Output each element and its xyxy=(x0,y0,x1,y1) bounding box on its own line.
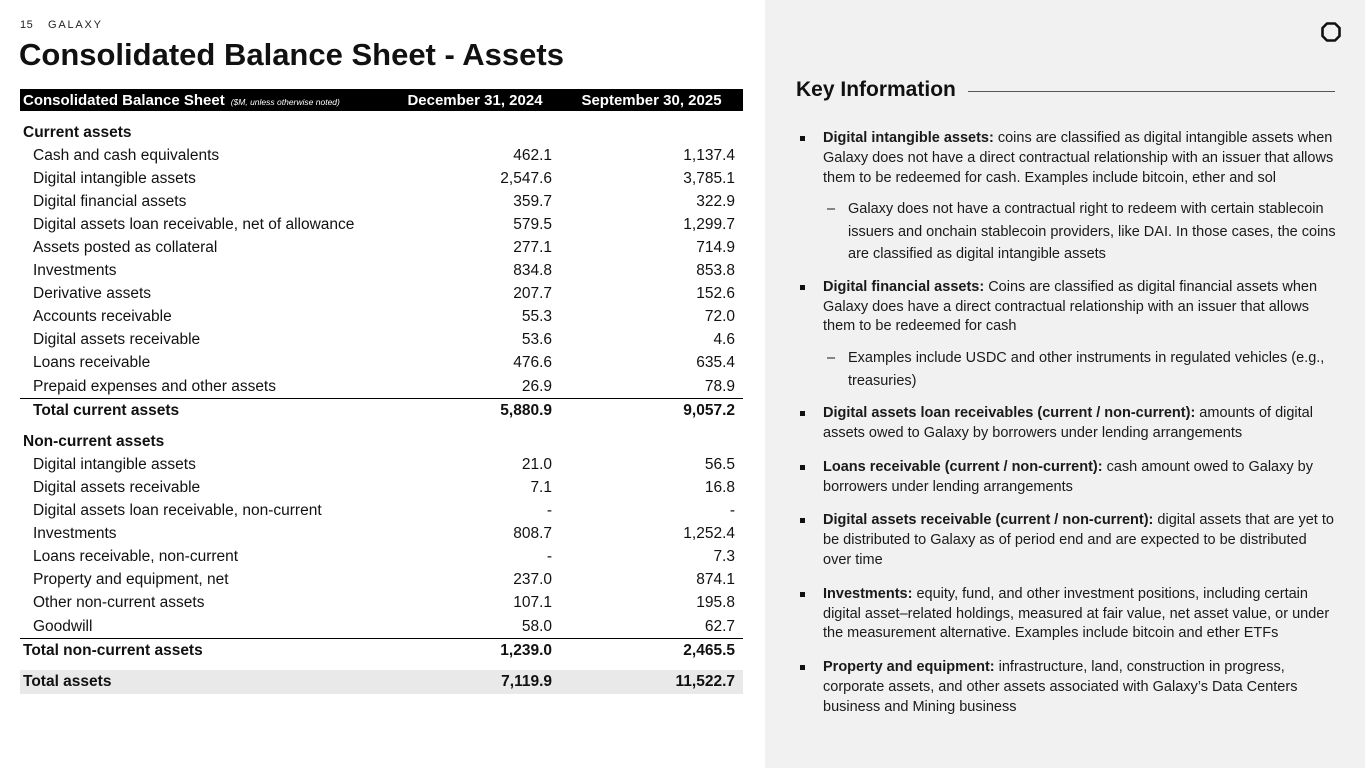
key-information-list xyxy=(797,129,1337,732)
total-current-assets-row: Total current assets 5,880.9 9,057.2 xyxy=(20,399,743,423)
bullet-icon xyxy=(800,411,805,416)
bullet-icon xyxy=(800,136,805,141)
list-item: Digital assets receivable (current / non-current): digital assets that are yet to be distributed to Galaxy as of period end and are expected to be distributed over time xyxy=(797,511,1337,570)
table-row: Digital intangible assets 2,547.6 3,785.1 xyxy=(33,169,735,187)
table-row: Goodwill 58.0 62.7 xyxy=(33,617,735,635)
sub-list-item: – Examples include USDC and other instruments in regulated vehicles (e.g., treasuries) xyxy=(797,347,1337,392)
sub-list-item: – Galaxy does not have a contractual right to redeem with certain stablecoin issuers and onchain stablecoin providers, like DAI. In those cases, the coins are classified as digital intangible assets xyxy=(797,198,1337,266)
column-header-sep-2025: September 30, 2025 xyxy=(560,89,743,111)
heading-divider xyxy=(968,91,1335,92)
list-item: Digital financial assets: Coins are classified as digital financial assets when Galaxy does have a direct contractual relationship with an issuer that allows them to be redeemed for cash xyxy=(797,278,1337,337)
list-item: Property and equipment: infrastructure, land, construction in progress, corporate assets, and other assets associated with Galaxy’s Data Centers business and Mining business xyxy=(797,658,1337,717)
key-information-heading: Key Information xyxy=(796,78,956,101)
table-row: Assets posted as collateral 277.1 714.9 xyxy=(33,239,735,257)
table-row: Prepaid expenses and other assets 26.9 78.9 xyxy=(33,377,735,395)
table-row: Investments 834.8 853.8 xyxy=(33,262,735,280)
table-row: Derivative assets 207.7 152.6 xyxy=(33,285,735,303)
table-row: Loans receivable 476.6 635.4 xyxy=(33,354,735,372)
bullet-icon xyxy=(800,285,805,290)
total-assets-row: Total assets 7,119.9 11,522.7 xyxy=(20,670,743,694)
brand-name: GALAXY xyxy=(48,19,103,31)
table-row: Digital assets receivable 7.1 16.8 xyxy=(33,478,735,496)
table-row: Digital assets loan receivable, non-current - - xyxy=(33,502,735,520)
table-header-note: ($M, unless otherwise noted) xyxy=(230,96,340,107)
dash-icon: – xyxy=(827,350,836,367)
table-row: Digital assets receivable 53.6 4.6 xyxy=(33,331,735,349)
table-header-row xyxy=(20,89,743,111)
table-row: Loans receivable, non-current - 7.3 xyxy=(33,548,735,566)
table-header-label: Consolidated Balance Sheet ($M, unless otherwise noted) xyxy=(20,89,390,111)
bullet-icon xyxy=(800,592,805,597)
dash-icon: – xyxy=(827,201,836,218)
table-row: Digital financial assets 359.7 322.9 xyxy=(33,192,735,210)
balance-sheet-table xyxy=(20,89,743,694)
table-row: Digital intangible assets 21.0 56.5 xyxy=(33,455,735,473)
list-item: Digital assets loan receivables (current / non-current): amounts of digital assets owed to Galaxy by borrowers under lending arrangements xyxy=(797,404,1337,444)
table-row: Digital assets loan receivable, net of allowance 579.5 1,299.7 xyxy=(33,215,735,233)
galaxy-logo-icon xyxy=(1321,22,1341,42)
bullet-icon xyxy=(800,518,805,523)
table-row: Property and equipment, net 237.0 874.1 xyxy=(33,571,735,589)
page-number: 15 xyxy=(20,19,34,31)
list-item: Investments: equity, fund, and other investment positions, including certain digital asset–related holdings, measured at fair value, net asset value, or under the measurement alternative. Examples include bitcoin and ether ETFs xyxy=(797,585,1337,644)
column-header-dec-2024: December 31, 2024 xyxy=(390,89,560,111)
total-non-current-assets-row: Total non-current assets 1,239.0 2,465.5 xyxy=(20,639,743,663)
bullet-icon xyxy=(800,665,805,670)
page-title: Consolidated Balance Sheet - Assets xyxy=(19,37,564,72)
bullet-icon xyxy=(800,465,805,470)
table-row: Investments 808.7 1,252.4 xyxy=(33,525,735,543)
section-heading-current: Current assets xyxy=(23,123,132,141)
table-row: Cash and cash equivalents 462.1 1,137.4 xyxy=(33,146,735,164)
list-item: Digital intangible assets: coins are classified as digital intangible assets when Galaxy does not have a direct contractual relationship with an issuer that allows them to be redeemed for cash. Examples include bitcoin, ether and sol xyxy=(797,129,1337,188)
list-item: Loans receivable (current / non-current): cash amount owed to Galaxy by borrowers under lending arrangements xyxy=(797,458,1337,498)
table-row: Accounts receivable 55.3 72.0 xyxy=(33,308,735,326)
section-heading-non-current: Non-current assets xyxy=(23,432,165,450)
table-row: Other non-current assets 107.1 195.8 xyxy=(33,594,735,612)
